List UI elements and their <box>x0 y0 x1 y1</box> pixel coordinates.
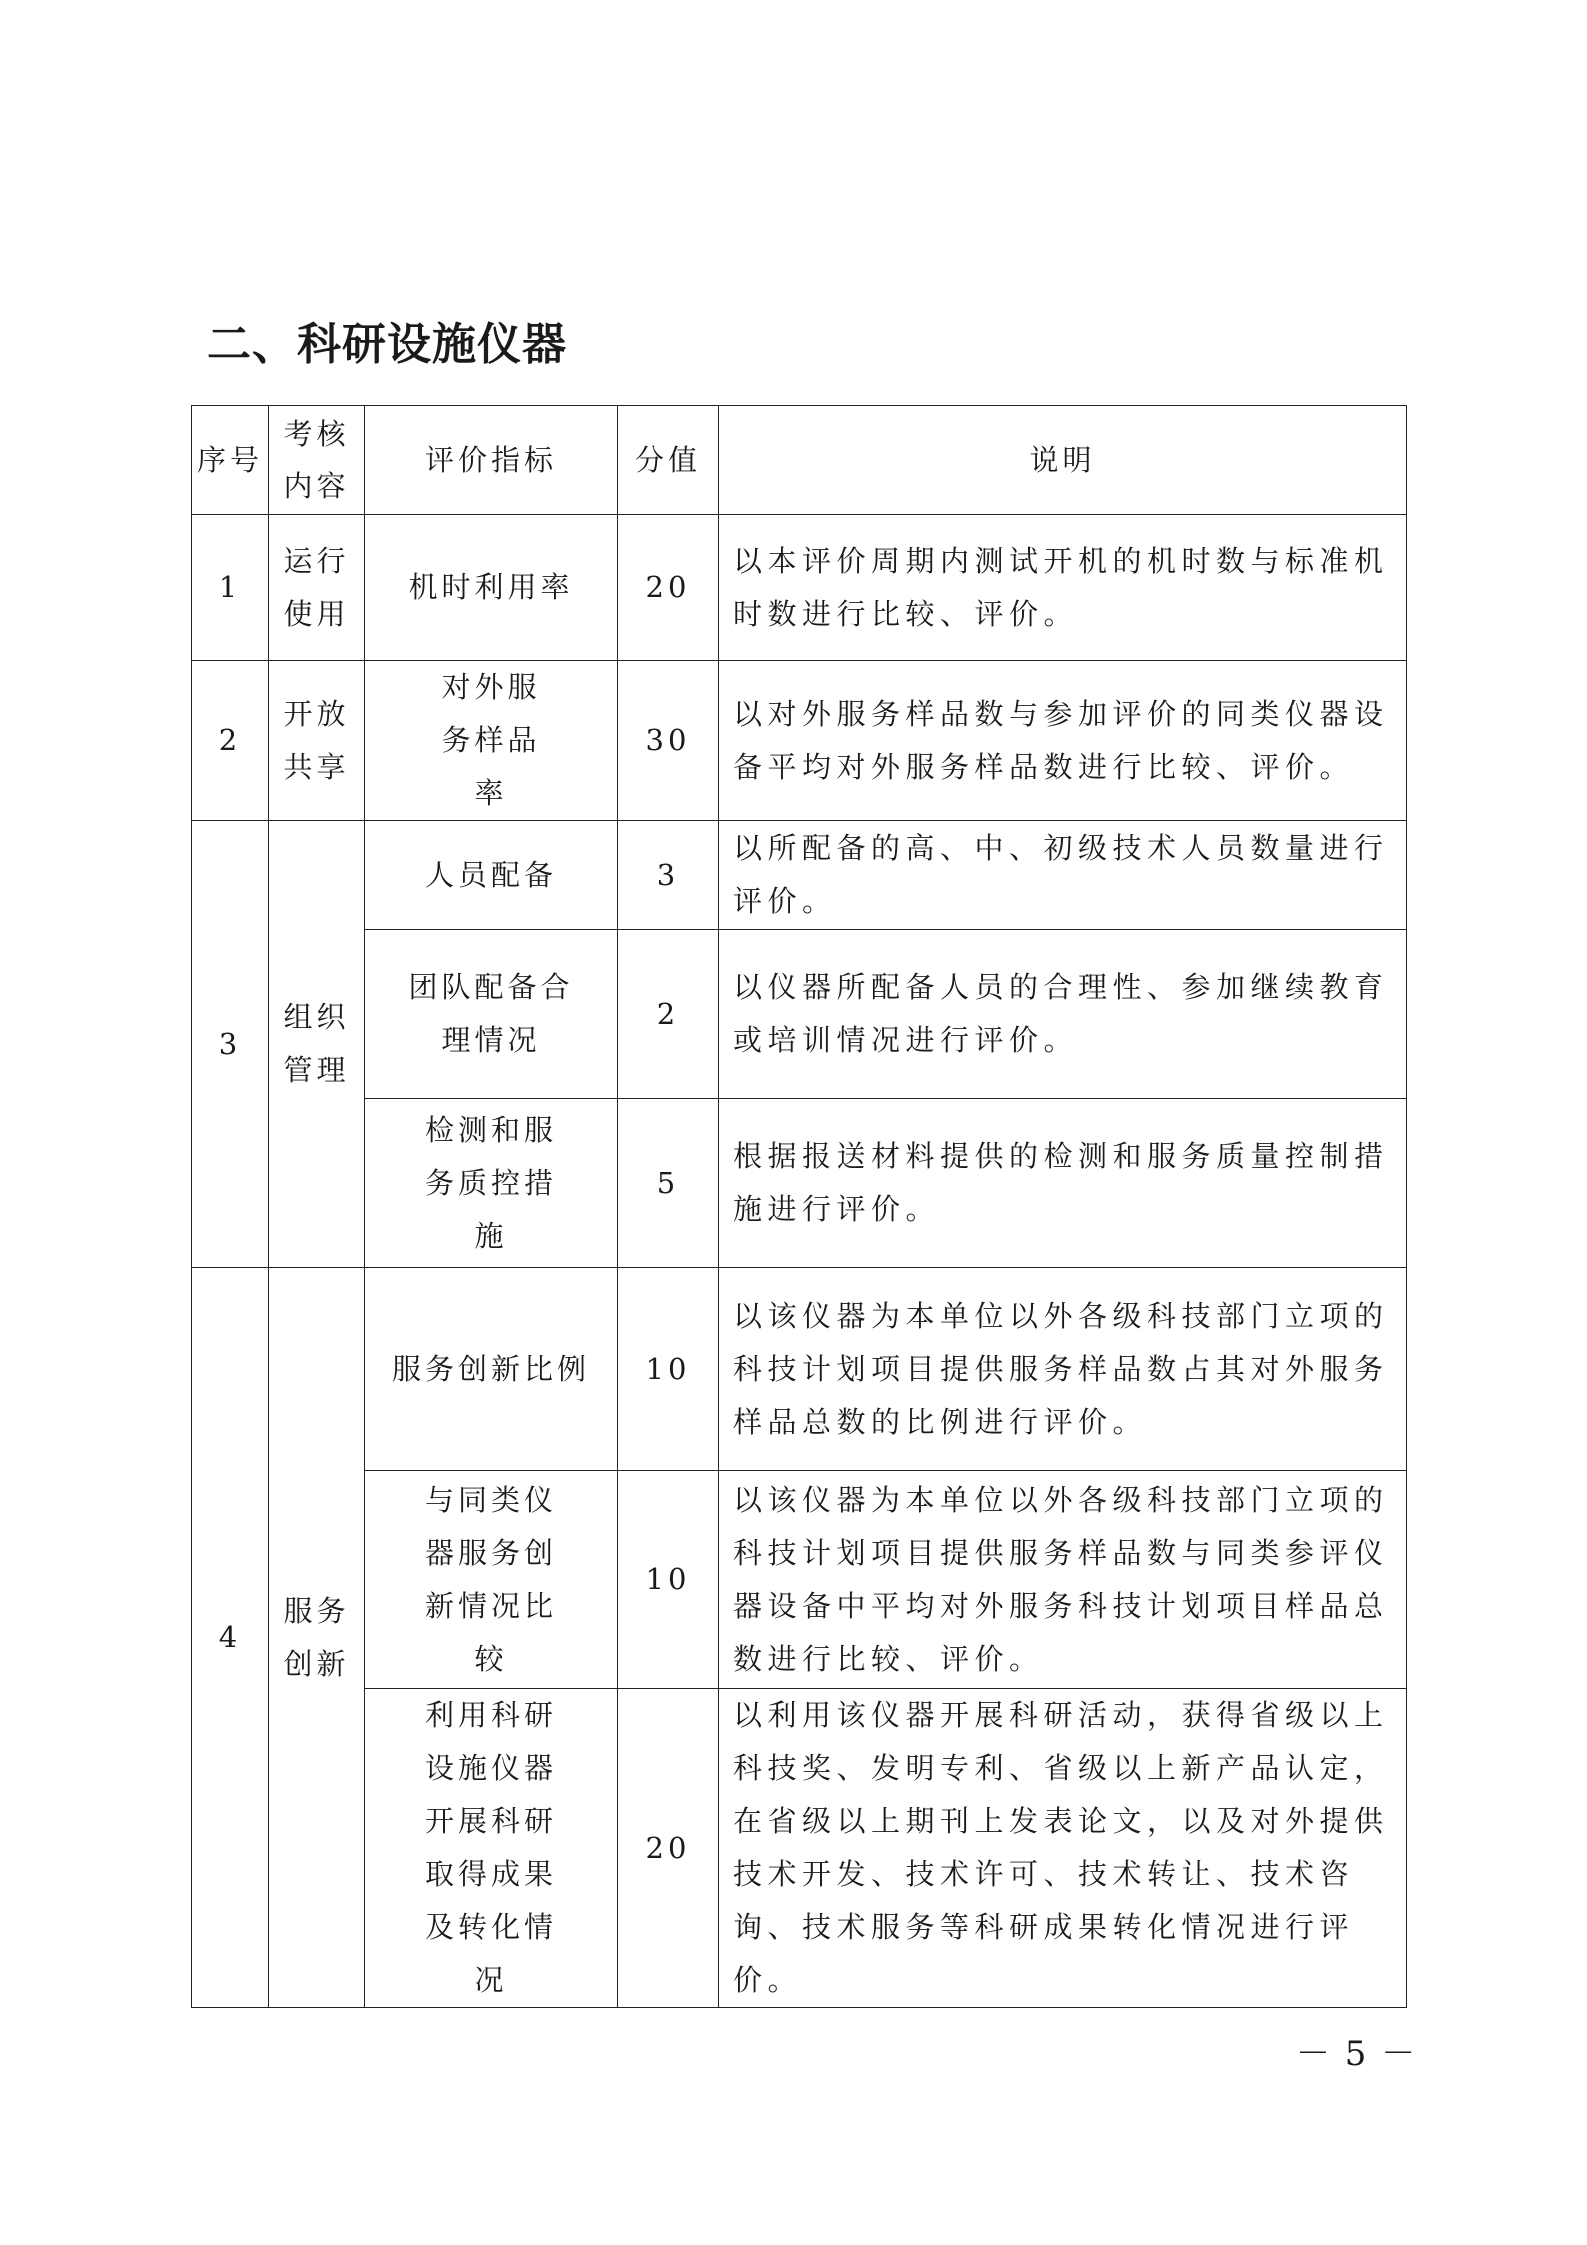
indicator-cell: 与同类仪器服务创新情况比较 <box>365 1471 618 1689</box>
indicator-cell: 服务创新比例 <box>365 1268 618 1471</box>
score-cell: 20 <box>618 1689 719 2008</box>
description-cell: 以本评价周期内测试开机的机时数与标准机时数进行比较、评价。 <box>719 515 1407 661</box>
score-cell: 20 <box>618 515 719 661</box>
description-cell: 以利用该仪器开展科研活动，获得省级以上科技奖、发明专利、省级以上新产品认定，在省级以上期刊上发表论文，以及对外提供技术开发、技术许可、技术转让、技术咨询、技术服务等科研成果转化情况进行评价。 <box>719 1689 1407 2008</box>
indicator-cell: 检测和服务质控措施 <box>365 1099 618 1268</box>
table-row <box>192 661 1407 821</box>
description-cell: 以仪器所配备人员的合理性、参加继续教育或培训情况进行评价。 <box>719 930 1407 1099</box>
table-row <box>192 1099 1407 1268</box>
row-number: 2 <box>192 661 269 821</box>
table-row <box>192 821 1407 930</box>
evaluation-table <box>191 405 1407 2008</box>
header-indicator: 评价指标 <box>365 406 618 515</box>
description-cell: 以该仪器为本单位以外各级科技部门立项的科技计划项目提供服务样品数占其对外服务样品总数的比例进行评价。 <box>719 1268 1407 1471</box>
indicator-cell: 利用科研设施仪器开展科研取得成果及转化情况 <box>365 1689 618 2008</box>
row-number: 4 <box>192 1268 269 2008</box>
header-description: 说明 <box>719 406 1407 515</box>
row-number: 3 <box>192 821 269 1268</box>
section-title: 二、科研设施仪器 <box>207 319 567 370</box>
score-cell: 10 <box>618 1471 719 1689</box>
category-cell: 组织管理 <box>269 821 365 1268</box>
score-cell: 30 <box>618 661 719 821</box>
table-row <box>192 1689 1407 2008</box>
score-cell: 5 <box>618 1099 719 1268</box>
description-cell: 以该仪器为本单位以外各级科技部门立项的科技计划项目提供服务样品数与同类参评仪器设备中平均对外服务科技计划项目样品总数进行比较、评价。 <box>719 1471 1407 1689</box>
score-cell: 10 <box>618 1268 719 1471</box>
indicator-cell: 机时利用率 <box>365 515 618 661</box>
table-row <box>192 515 1407 661</box>
indicator-cell: 对外服务样品率 <box>365 661 618 821</box>
description-cell: 根据报送材料提供的检测和服务质量控制措施进行评价。 <box>719 1099 1407 1268</box>
category-cell: 运行使用 <box>269 515 365 661</box>
page-number: － 5 － <box>1296 2034 1418 2074</box>
description-cell: 以所配备的高、中、初级技术人员数量进行评价。 <box>719 821 1407 930</box>
table-header-row <box>192 406 1407 515</box>
row-number: 1 <box>192 515 269 661</box>
header-no: 序号 <box>192 406 269 515</box>
table-row <box>192 1268 1407 1471</box>
header-category: 考核内容 <box>269 406 365 515</box>
score-cell: 3 <box>618 821 719 930</box>
score-cell: 2 <box>618 930 719 1099</box>
indicator-cell: 团队配备合理情况 <box>365 930 618 1099</box>
header-score: 分值 <box>618 406 719 515</box>
category-cell: 开放共享 <box>269 661 365 821</box>
category-cell: 服务创新 <box>269 1268 365 2008</box>
description-cell: 以对外服务样品数与参加评价的同类仪器设备平均对外服务样品数进行比较、评价。 <box>719 661 1407 821</box>
table-row <box>192 930 1407 1099</box>
table-row <box>192 1471 1407 1689</box>
indicator-cell: 人员配备 <box>365 821 618 930</box>
